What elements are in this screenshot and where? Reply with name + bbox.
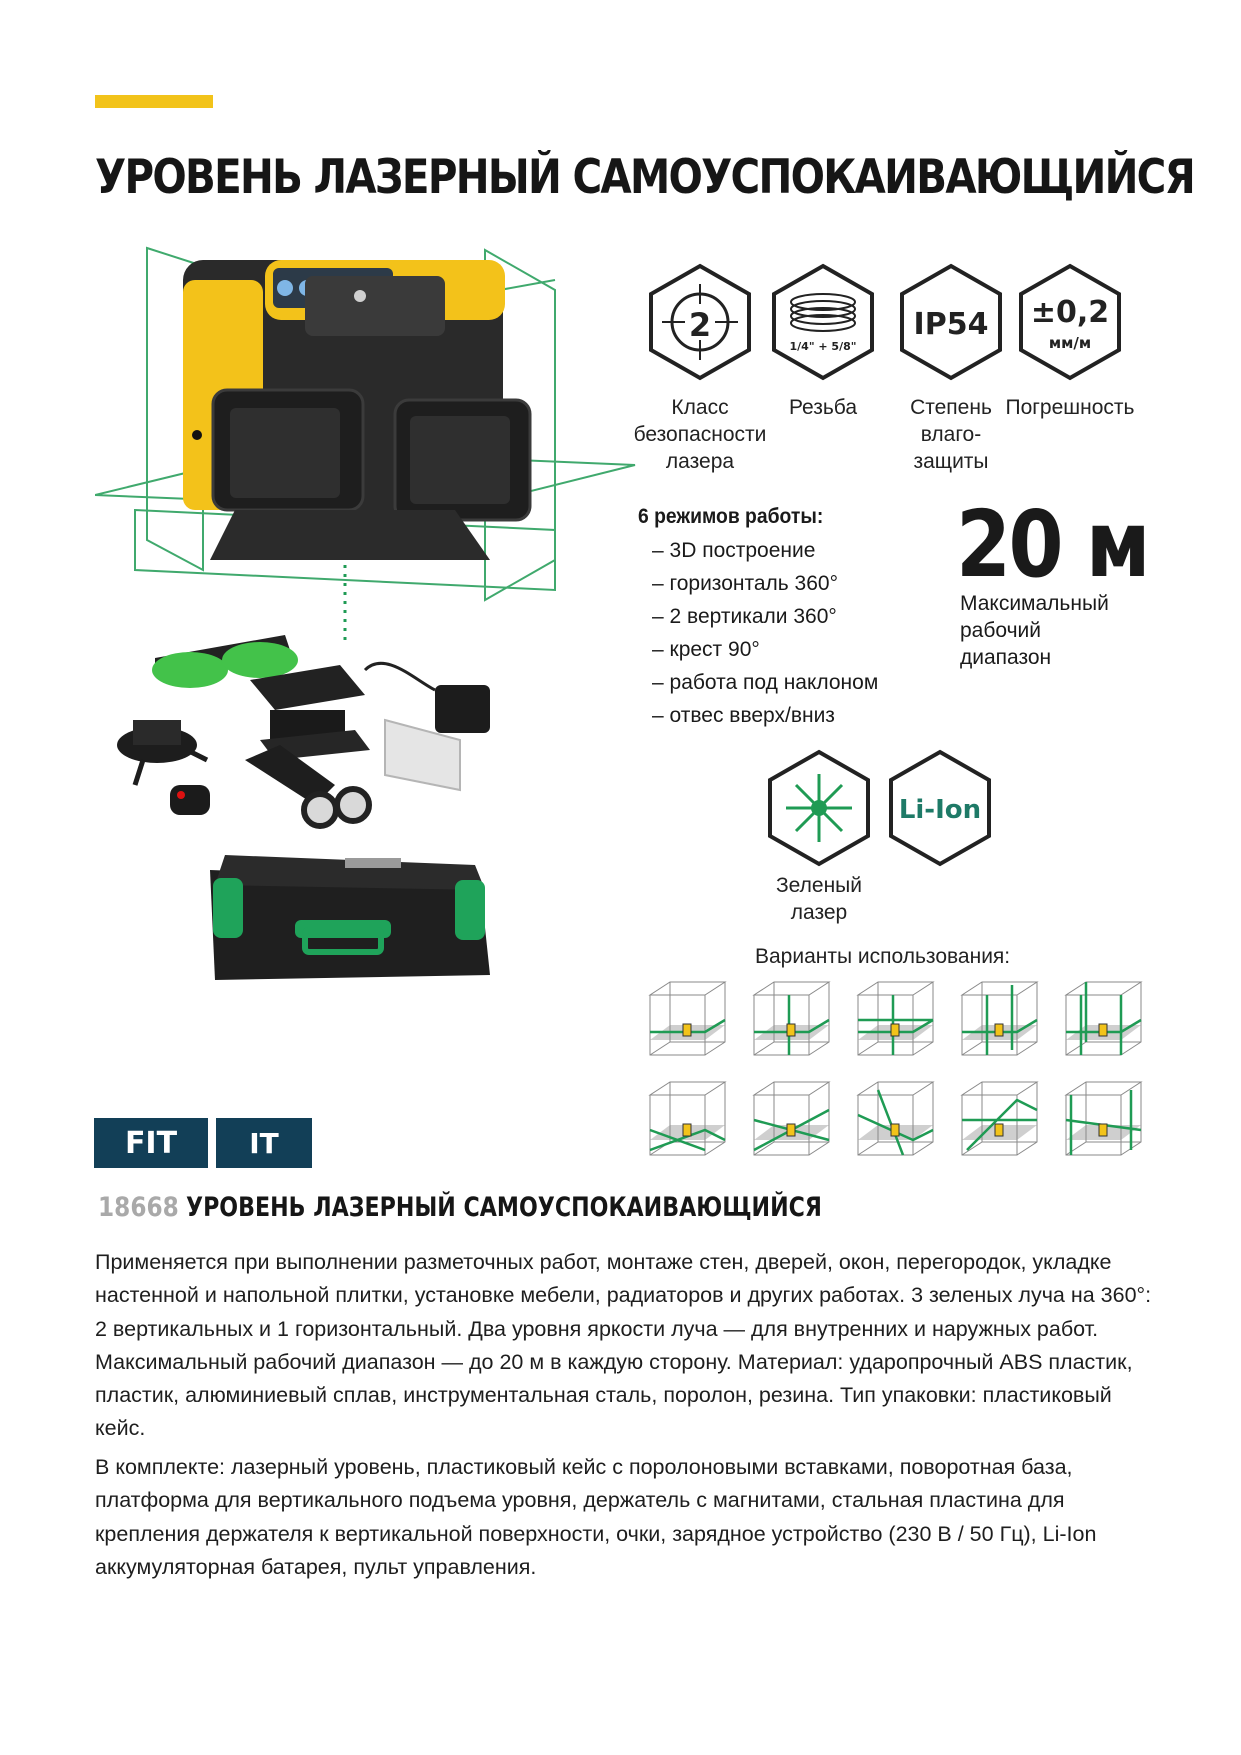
mode-item: – горизонталь 360° [652, 572, 838, 595]
brand-logo [94, 1118, 312, 1168]
product-heading [98, 1192, 962, 1223]
lift-platform [250, 665, 370, 760]
usage-variants-grid [640, 975, 1160, 1175]
mode-item: – 2 вертикали 360° [652, 605, 837, 628]
accuracy-icon [1017, 262, 1123, 382]
usage-variant-3 [858, 982, 933, 1055]
li-ion-badge: Li-Ion [898, 795, 982, 825]
usage-variant-10 [1066, 1082, 1141, 1155]
charger [365, 663, 490, 733]
usage-variant-5 [1066, 982, 1141, 1055]
product-name: УРОВЕНЬ ЛАЗЕРНЫЙ САМОУСПОКАИВАЮЩИЙСЯ [186, 1192, 822, 1223]
mode-item: – работа под наклоном [652, 671, 879, 694]
laser-class-badge: 2 [688, 306, 712, 344]
modes-block [638, 500, 878, 732]
product-illustration [95, 240, 645, 1120]
article-number: 18668 [98, 1192, 179, 1223]
spec-label-ip-rating: Степень влаго- защиты [910, 396, 992, 473]
accuracy-badge: ±0,2 [1030, 295, 1110, 330]
plastic-case [210, 855, 490, 980]
laser-class-icon [647, 262, 753, 382]
usage-variant-2 [754, 982, 829, 1055]
rotating-base [117, 720, 207, 785]
usage-variant-1 [650, 982, 725, 1055]
feature-label-green-laser: Зеленый лазер [775, 874, 863, 924]
usage-variant-7 [754, 1082, 829, 1155]
accent-bar [95, 95, 213, 108]
li-ion-icon [887, 748, 993, 868]
mode-item: – 3D построение [652, 539, 816, 562]
usage-variant-8 [858, 1082, 933, 1155]
fit-logo: FIT [94, 1118, 208, 1168]
thread-badge: 1/4" + 5/8" [789, 340, 857, 353]
magnetic-holder [245, 745, 369, 826]
spec-label-thread: Резьба [788, 396, 858, 419]
remote-control [170, 785, 210, 815]
usage-variant-4 [962, 982, 1037, 1055]
range-label: Максимальный рабочий диапазон [960, 592, 1109, 669]
mode-item: – отвес вверх/вниз [652, 704, 835, 727]
usage-variant-6 [650, 1082, 725, 1155]
spec-label-laser-class: Класс безопасности лазера [633, 396, 767, 473]
spec-label-accuracy: Погрешность [1005, 396, 1135, 419]
page-title: УРОВЕНЬ ЛАЗЕРНЫЙ САМОУСПОКАИВАЮЩИЙСЯ [95, 150, 1195, 205]
modes-list [638, 534, 878, 732]
ip-rating-icon [898, 262, 1004, 382]
kit-contents-paragraph: В комплекте: лазерный уровень, пластиковый кейс с поролоновыми вставками, поворотная база, платформа для вертикального подъема уровня, держатель с магнитами, стальная пластина для крепления держателя к вертикальной поверхности, очки, зарядное устройство (230 В / 50 Гц), Li-Ion аккумуляторная батарея, пульт управления. [95, 1455, 1097, 1579]
thread-icon [770, 262, 876, 382]
laser-level-body [183, 260, 530, 560]
it-logo: IT [216, 1118, 312, 1168]
accuracy-unit: мм/м [1048, 334, 1092, 352]
description-paragraph: Применяется при выполнении разметочных работ, монтаже стен, дверей, окон, перегородок, укладке настенной и напольной плитки, установке мебели, радиаторов и других работах. 3 зеленых луча на 360°: 2 вертикальных и 1 горизонтальный. Два уровня яркости луча — для внутренних и наружных работ. Максимальный рабочий диапазон — до 20 м в каждую сторону. Материал: ударопрочный ABS пластик, пластик, алюминиевый сплав, инструментальная сталь, поролон, резина. Тип упаковки: пластиковый кейс. [95, 1250, 1152, 1441]
green-laser-icon [766, 748, 872, 868]
usage-title: Варианты использования: [755, 945, 1011, 968]
range-value: 20 м [956, 491, 1149, 598]
ip-badge: IP54 [913, 307, 989, 342]
mode-item: – крест 90° [652, 638, 760, 661]
usage-variant-9 [962, 1082, 1037, 1155]
modes-title: 6 режимов работы: [638, 505, 824, 528]
